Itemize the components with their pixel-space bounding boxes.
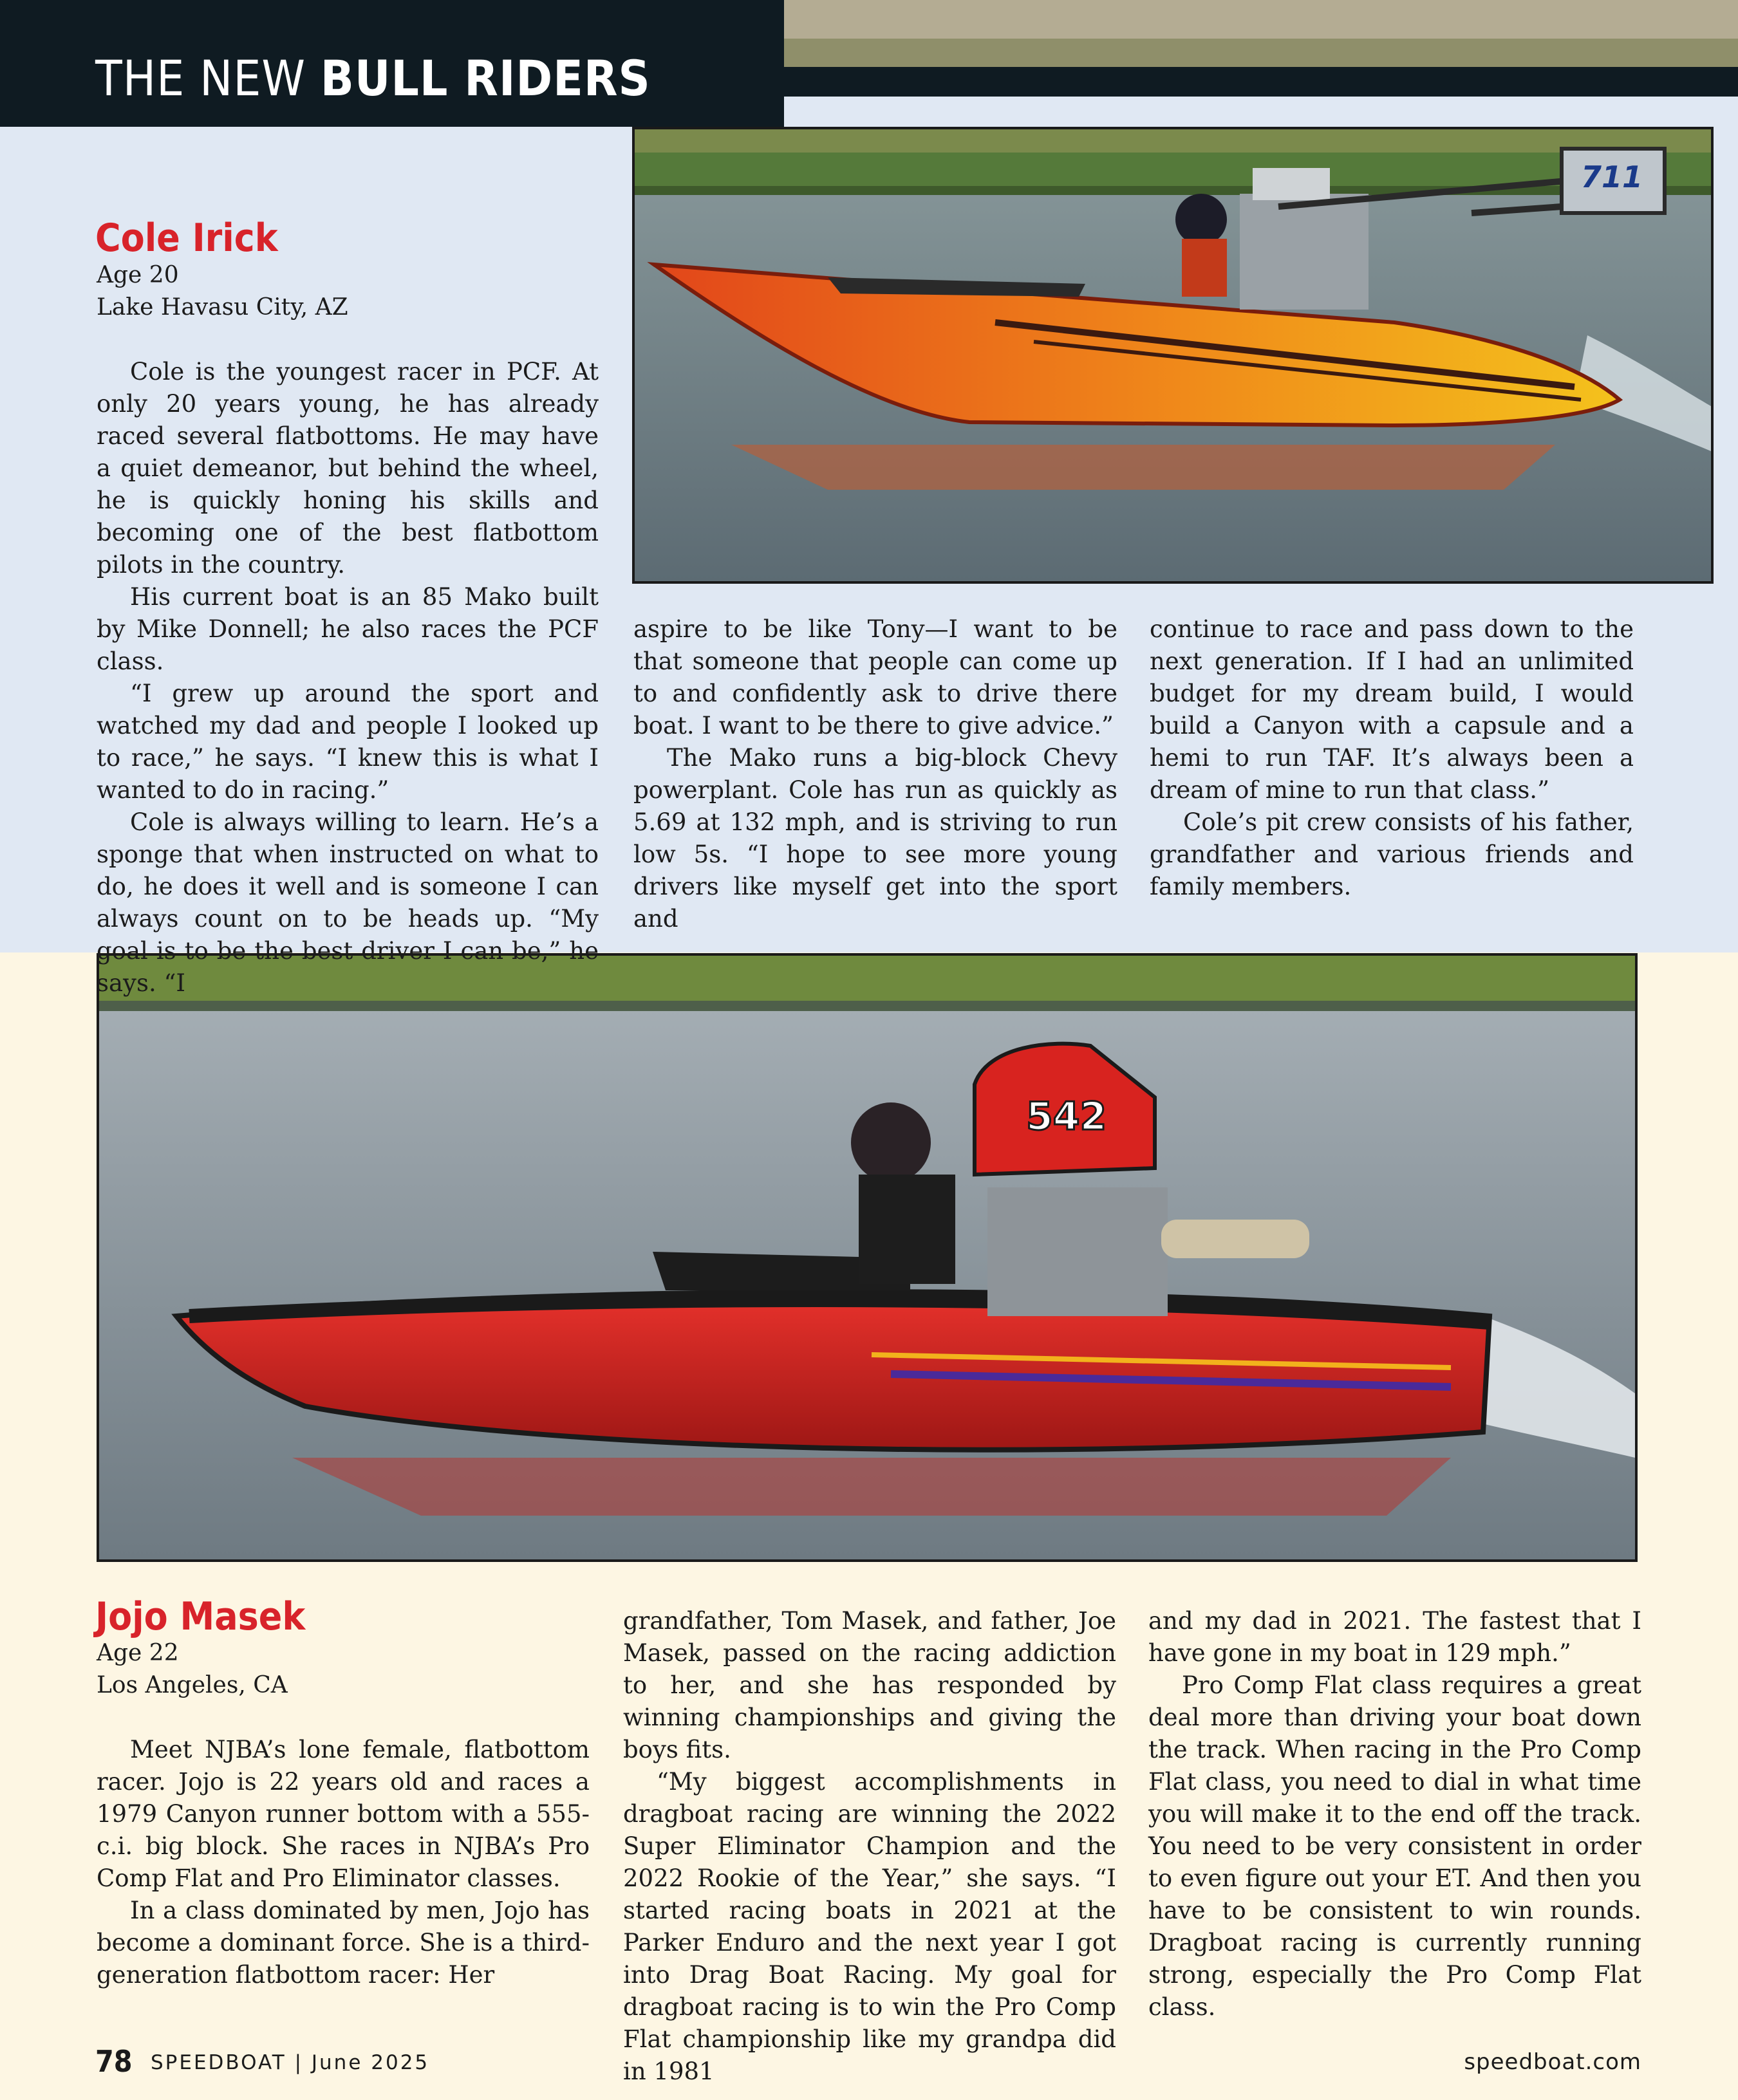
profile1-column-2 [633,613,1117,935]
header-rule [784,67,1738,97]
paragraph: Cole is the youngest racer in PCF. At only 20 years young, he has already raced several flatbottoms. He may have a quiet demeanor, but behind the wheel, he is quickly honing his skills and becoming one of the best flatbottom pilots in the country. [97,358,599,579]
paragraph: The Mako runs a big-block Chevy powerplant. Cole has run as quickly as 5.69 at 132 mph, and is striving to run low 5s. “I hope to see more young drivers like myself get into the sport and [633,744,1117,933]
paragraph: continue to race and pass down to the next generation. If I had an unlimited budget for my dream build, I would build a Canyon with a capsule and a hemi to run TAF. It’s always been a dream of mine to run that class.” [1150,615,1634,804]
paragraph: “I grew up around the sport and watched my dad and people I looked up to race,” he says. “I knew this is what I wanted to do in racing.” [97,680,599,804]
profile2-age: Age 22 [97,1640,179,1666]
profile2-column-2 [623,1605,1116,2088]
paragraph: Cole’s pit crew consists of his father, grandfather and various friends and family members. [1150,808,1634,900]
paragraph: In a class dominated by men, Jojo has become a dominant force. She is a third-generation flatbottom racer: Her [97,1897,590,1989]
profile1-name: Cole Irick [95,216,278,261]
profile1-column-3 [1150,613,1634,903]
paragraph: grandfather, Tom Masek, and father, Joe Masek, passed on the racing addiction to her, and she has responded by winning championships and giving the boys fits. [623,1607,1116,1763]
profile2-location: Los Angeles, CA [97,1672,288,1698]
page-title-light: THE NEW [95,50,321,107]
page-number: 78 [95,2044,133,2079]
jojo-boat-photo [97,953,1638,1562]
cole-boat-photo [632,127,1714,584]
paragraph: His current boat is an 85 Mako built by Mike Donnell; he also races the PCF class. [97,583,599,675]
profile1-age: Age 20 [97,262,179,288]
paragraph: Meet NJBA’s lone female, flatbottom racer. Jojo is 22 years old and races a 1979 Canyon runner bottom with a 555-c.i. big block. She races in NJBA’s Pro Comp Flat and Pro Eliminator classes. [97,1736,590,1892]
paragraph: and my dad in 2021. The fastest that I have gone in my boat in 129 mph.” [1148,1607,1641,1667]
website-url[interactable]: speedboat.com [1464,2049,1641,2075]
header-photo-strip [784,0,1738,67]
profile1-location: Lake Havasu City, AZ [97,294,348,321]
paragraph: Pro Comp Flat class requires a great deal more than driving your boat down the track. When racing in the Pro Comp Flat class, you need to dial in what time you will make it to the end off the track. You need to be very consistent in order to even figure out your ET. And then you have to be consistent to win rounds. Dragboat racing is currently running strong, especially the Pro Comp Flat class. [1148,1671,1641,2021]
page-title-bold: BULL RIDERS [320,50,651,107]
profile1-column-1 [97,356,599,999]
paragraph: “My biggest accomplishments in dragboat racing are winning the 2022 Super Eliminator Champion and the 2022 Rookie of the Year,” she says. “I started racing boats in 2021 at the Parker Enduro and the next year I got into Drag Boat Racing. My goal for dragboat racing is to win the Pro Comp Flat championship like my grandpa did in 1981 [623,1768,1116,2085]
paragraph: aspire to be like Tony—I want to be that someone that people can come up to and confidently ask to drive there boat. I want to be there to give advice.” [633,615,1117,739]
magazine-issue: SPEEDBOAT | June 2025 [151,2051,430,2074]
profile2-column-1 [97,1734,590,1991]
boat-number-711: 711 [1581,160,1643,194]
paragraph: Cole is always willing to learn. He’s a sponge that when instructed on what to do, he does it well and is someone I can always count on to be heads up. “My goal is to be the best driver I can be,” he says. “I [97,808,599,997]
page-title [95,50,651,107]
profile2-column-3 [1148,1605,1641,2023]
profile2-name: Jojo Masek [95,1594,306,1639]
boat-number-542: 542 [1026,1094,1107,1139]
